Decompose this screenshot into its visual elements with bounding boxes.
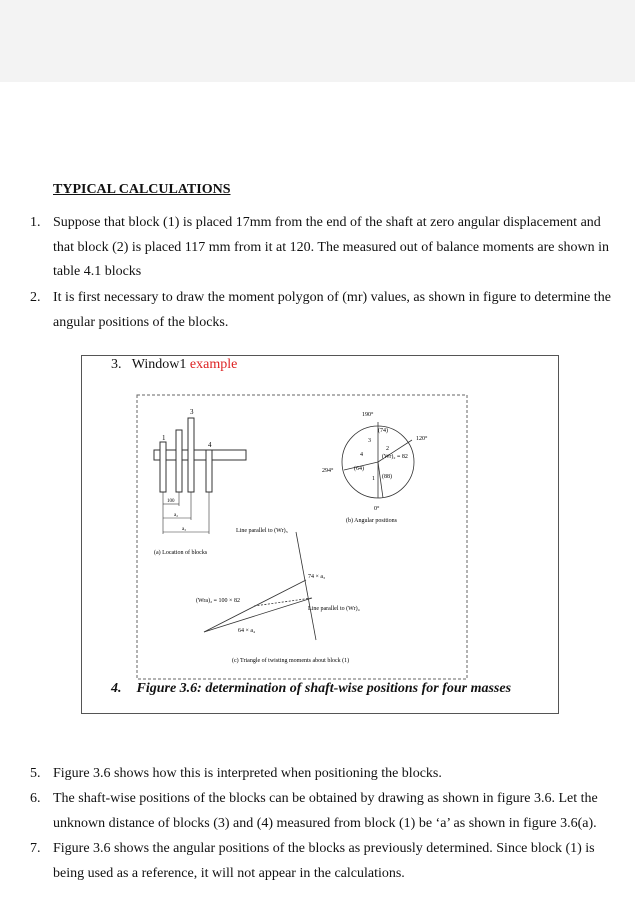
list-number: 6.: [30, 791, 41, 806]
moment-74-label: 74 × a₃: [308, 574, 326, 580]
list-text: Figure 3.6 shows the angular positions of the blocks as previously determined. Since block (1) is being used as a reference, it will not appear in the calculations.: [53, 841, 595, 881]
moment-64-label: 64 × a₄: [238, 628, 256, 634]
example-label: example: [189, 357, 238, 372]
circle-label-2: 2: [386, 446, 389, 452]
circle-label-4: 4: [360, 452, 363, 458]
list-number: 5.: [30, 766, 41, 781]
caption-text: Figure 3.6: determination of shaft-wise positions for four masses: [136, 681, 512, 696]
parallel-wr4-label: Line parallel to (Wr)₄: [308, 606, 360, 612]
window-label: Window1: [131, 357, 187, 372]
list-text: The shaft-wise positions of the blocks can be obtained by drawing as shown in figure 3.6. Let the unknown distance of blocks (3) and (4) measured from block (1) be ‘a’ as shown in figure 3.6(a).: [53, 791, 598, 831]
figure-caption: [111, 681, 511, 697]
block-2: [176, 430, 182, 492]
list-number: 1.: [30, 215, 41, 230]
dim-100: 100: [167, 499, 175, 504]
value-64: (64): [354, 466, 364, 472]
moment-wra2-label: (Wra)₂ ≡ 100 × 82: [196, 598, 240, 604]
angular-positions-diagram: [322, 411, 428, 524]
value-88: (88): [382, 474, 392, 480]
angle-294: 294°: [322, 468, 334, 474]
circle-label-1: 1: [372, 476, 375, 482]
list-text: Figure 3.6 shows how this is interpreted when positioning the blocks.: [53, 766, 442, 781]
list-number: 3.: [111, 357, 122, 372]
block-1: [160, 442, 166, 492]
value-74: (74): [378, 428, 388, 434]
caption-a: (a) Location of blocks: [154, 550, 208, 556]
triangle-diagram: [196, 527, 360, 664]
angle-0: 0°: [374, 506, 380, 512]
label-block-1: 1: [162, 434, 166, 442]
value-wr2: (Wr)₂ ≡ 82: [382, 454, 408, 460]
label-block-3: 3: [190, 408, 194, 416]
block-4: [206, 450, 212, 492]
caption-number: 4.: [111, 681, 122, 696]
figure-diagram: [136, 394, 468, 680]
label-block-4: 4: [208, 441, 212, 449]
block-3: [188, 418, 194, 492]
list-text: Suppose that block (1) is placed 17mm from the end of the shaft at zero angular displacement and that block (2) is placed 117 mm from it at 120. The measured out of balance moments are shown in table 4.1 blocks: [53, 215, 609, 279]
parallel-wr3-label: Line parallel to (Wr)₃: [236, 528, 288, 534]
angle-120: 120°: [416, 436, 428, 442]
circle-label-3: 3: [368, 438, 371, 444]
caption-c: (c) Triangle of twisting moments about block (1): [232, 658, 350, 664]
caption-b: (b) Angular positions: [346, 518, 397, 524]
parallel-line-wr3: [296, 532, 316, 640]
shaft: [154, 450, 246, 460]
figure-box: [81, 355, 559, 714]
section-heading: TYPICAL CALCULATIONS: [53, 182, 231, 197]
block-location-diagram: [154, 408, 246, 556]
list-text: It is first necessary to draw the moment polygon of (mr) values, as shown in figure to determine the angular positions of the blocks.: [53, 290, 611, 330]
list-number: 2.: [30, 290, 41, 305]
dim-a2: a₂: [174, 513, 178, 518]
top-bar: [0, 0, 635, 82]
list-number: 7.: [30, 841, 41, 856]
figure-list-item: [111, 357, 237, 373]
dim-a3: a₃: [182, 527, 186, 532]
angle-190: 190°: [362, 412, 374, 418]
